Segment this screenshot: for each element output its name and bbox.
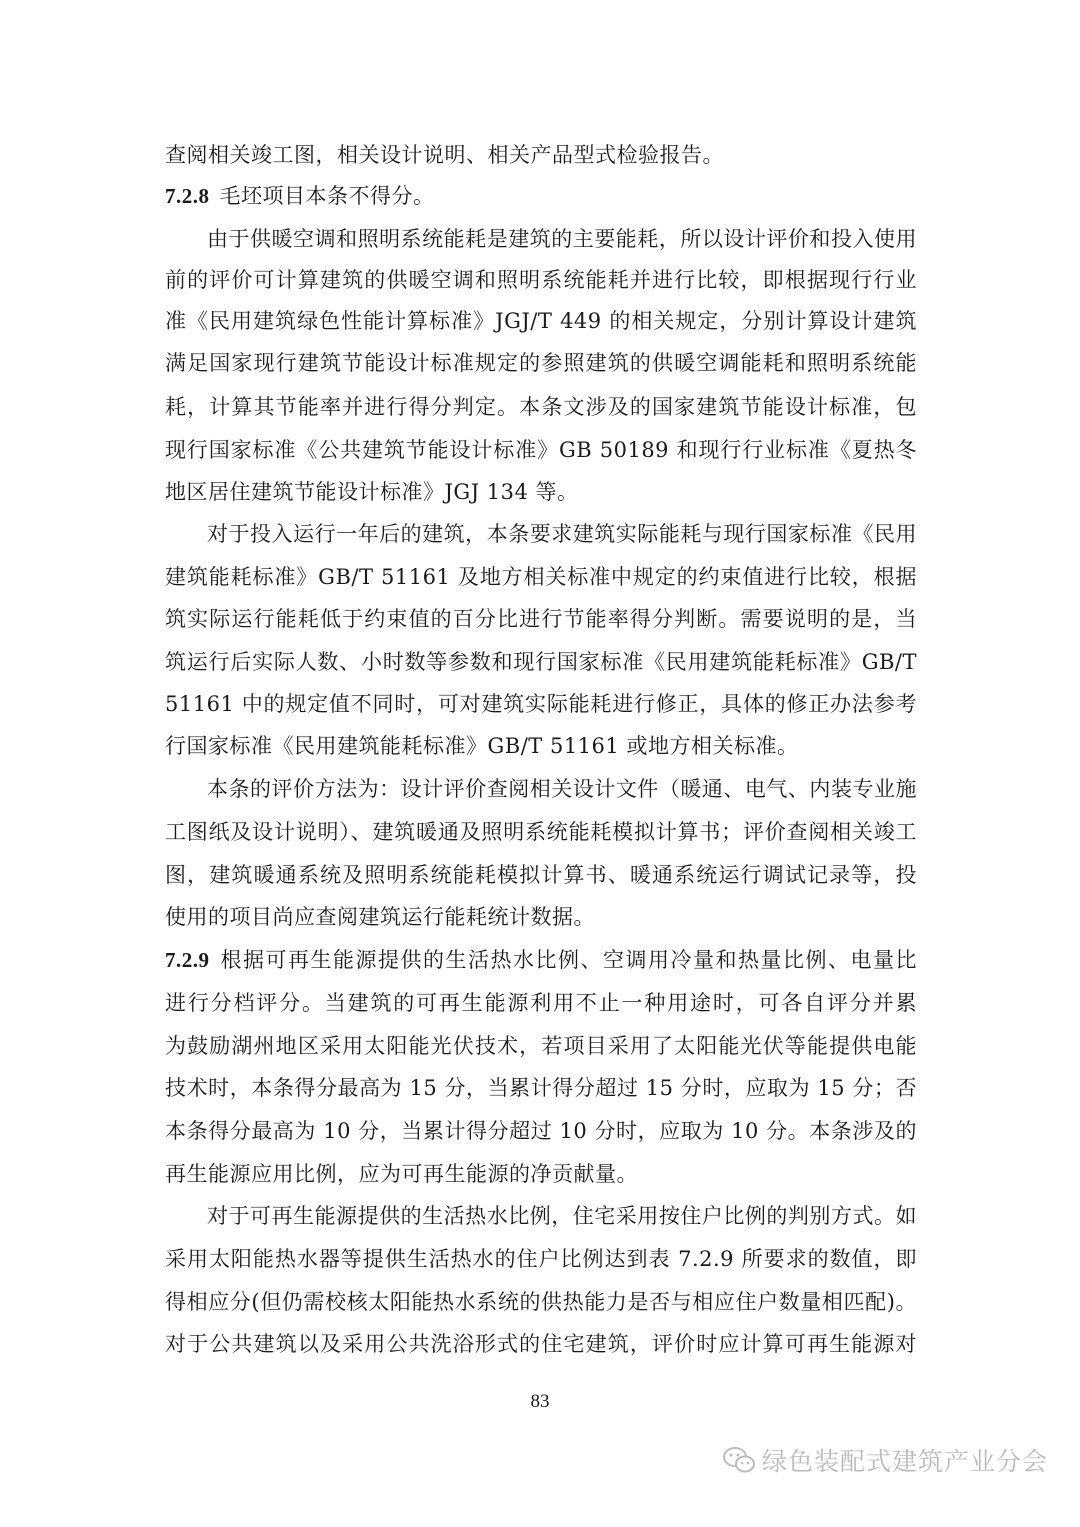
text-line: 满足国家现行建筑节能设计标准规定的参照建筑的供暖空调能耗和照明系统能	[165, 351, 917, 375]
text-line: 前的评价可计算建筑的供暖空调和照明系统能耗并进行比较，即根据现行行业	[165, 268, 917, 292]
text-line: 由于供暖空调和照明系统能耗是建筑的主要能耗，所以设计评价和投入使用	[207, 227, 917, 251]
text-line: 使用的项目尚应查阅建筑运行能耗统计数据。	[165, 905, 595, 929]
text-line: 再生能源应用比例，应为可再生能源的净贡献量。	[165, 1162, 638, 1186]
text-line: 图，建筑暖通系统及照明系统能耗模拟计算书、暖通系统运行调试记录等，投	[165, 863, 917, 887]
text-line: 耗，计算其节能率并进行得分判定。本条文涉及的国家建筑节能设计标准，包	[165, 395, 917, 419]
text-line: 为鼓励湖州地区采用太阳能光伏技术，若项目采用了太阳能光伏等能提供电能	[165, 1034, 917, 1058]
watermark	[722, 1442, 1048, 1478]
clause-number: 7.2.8	[165, 184, 210, 208]
text-line: 得相应分(但仍需校核太阳能热水系统的供热能力是否与相应住户数量相匹配)。	[165, 1290, 917, 1314]
text-line: 准《民用建筑绿色性能计算标准》JGJ/T 449 的相关规定，分别计算设计建筑	[165, 309, 917, 333]
text-line: 行国家标准《民用建筑能耗标准》GB/T 51161 或地方相关标准。	[165, 734, 799, 758]
text-line: 对于投入运行一年后的建筑，本条要求建筑实际能耗与现行国家标准《民用	[207, 522, 917, 546]
text-line: 查阅相关竣工图，相关设计说明、相关产品型式检验报告。	[165, 143, 724, 167]
clause-number: 7.2.9	[165, 948, 210, 972]
text-line: 进行分档评分。当建筑的可再生能源利用不止一种用途时，可各自评分并累	[165, 991, 917, 1015]
text-line: 采用太阳能热水器等提供生活热水的住户比例达到表 7.2.9 所要求的数值，即	[165, 1247, 917, 1271]
text-line: 工图纸及设计说明）、建筑暖通及照明系统能耗模拟计算书；评价查阅相关竣工	[165, 820, 917, 844]
text-line: 对于可再生能源提供的生活热水比例，住宅采用按住户比例的判别方式。如	[207, 1204, 917, 1228]
text-line: 筑运行后实际人数、小时数等参数和现行国家标准《民用建筑能耗标准》GB/T	[165, 650, 917, 674]
text-line: 技术时，本条得分最高为 15 分，当累计得分超过 15 分时，应取为 15 分；否	[165, 1076, 917, 1100]
text-line: 本条的评价方法为：设计评价查阅相关设计文件（暖通、电气、内装专业施	[207, 777, 917, 801]
clause-heading	[165, 946, 917, 974]
text-line: 筑实际运行能耗低于约束值的百分比进行节能率得分判断。需要说明的是，当	[165, 607, 917, 631]
text-line: 建筑能耗标准》GB/T 51161 及地方相关标准中规定的约束值进行比较，根据	[165, 565, 917, 589]
clause-text: 毛坯项目本条不得分。	[219, 184, 435, 208]
clause-text: 根据可再生能源提供的生活热水比例、空调用冷量和热量比例、电量比	[219, 948, 917, 972]
text-line: 本条得分最高为 10 分，当累计得分超过 10 分时，应取为 10 分。本条涉及的	[165, 1119, 917, 1143]
watermark-text: 绿色装配式建筑产业分会	[762, 1447, 1049, 1476]
text-line: 现行国家标准《公共建筑节能设计标准》GB 50189 和现行行业标准《夏热冬	[165, 438, 917, 462]
page-number: 83	[530, 1391, 550, 1412]
text-line: 51161 中的规定值不同时，可对建筑实际能耗进行修正，具体的修正办法参考	[165, 692, 917, 716]
text-line: 对于公共建筑以及采用公共洗浴形式的住宅建筑，评价时应计算可再生能源对	[165, 1332, 917, 1356]
text-line: 地区居住建筑节能设计标准》JGJ 134 等。	[165, 480, 579, 504]
wechat-icon	[722, 1445, 756, 1475]
clause-heading	[165, 182, 917, 210]
